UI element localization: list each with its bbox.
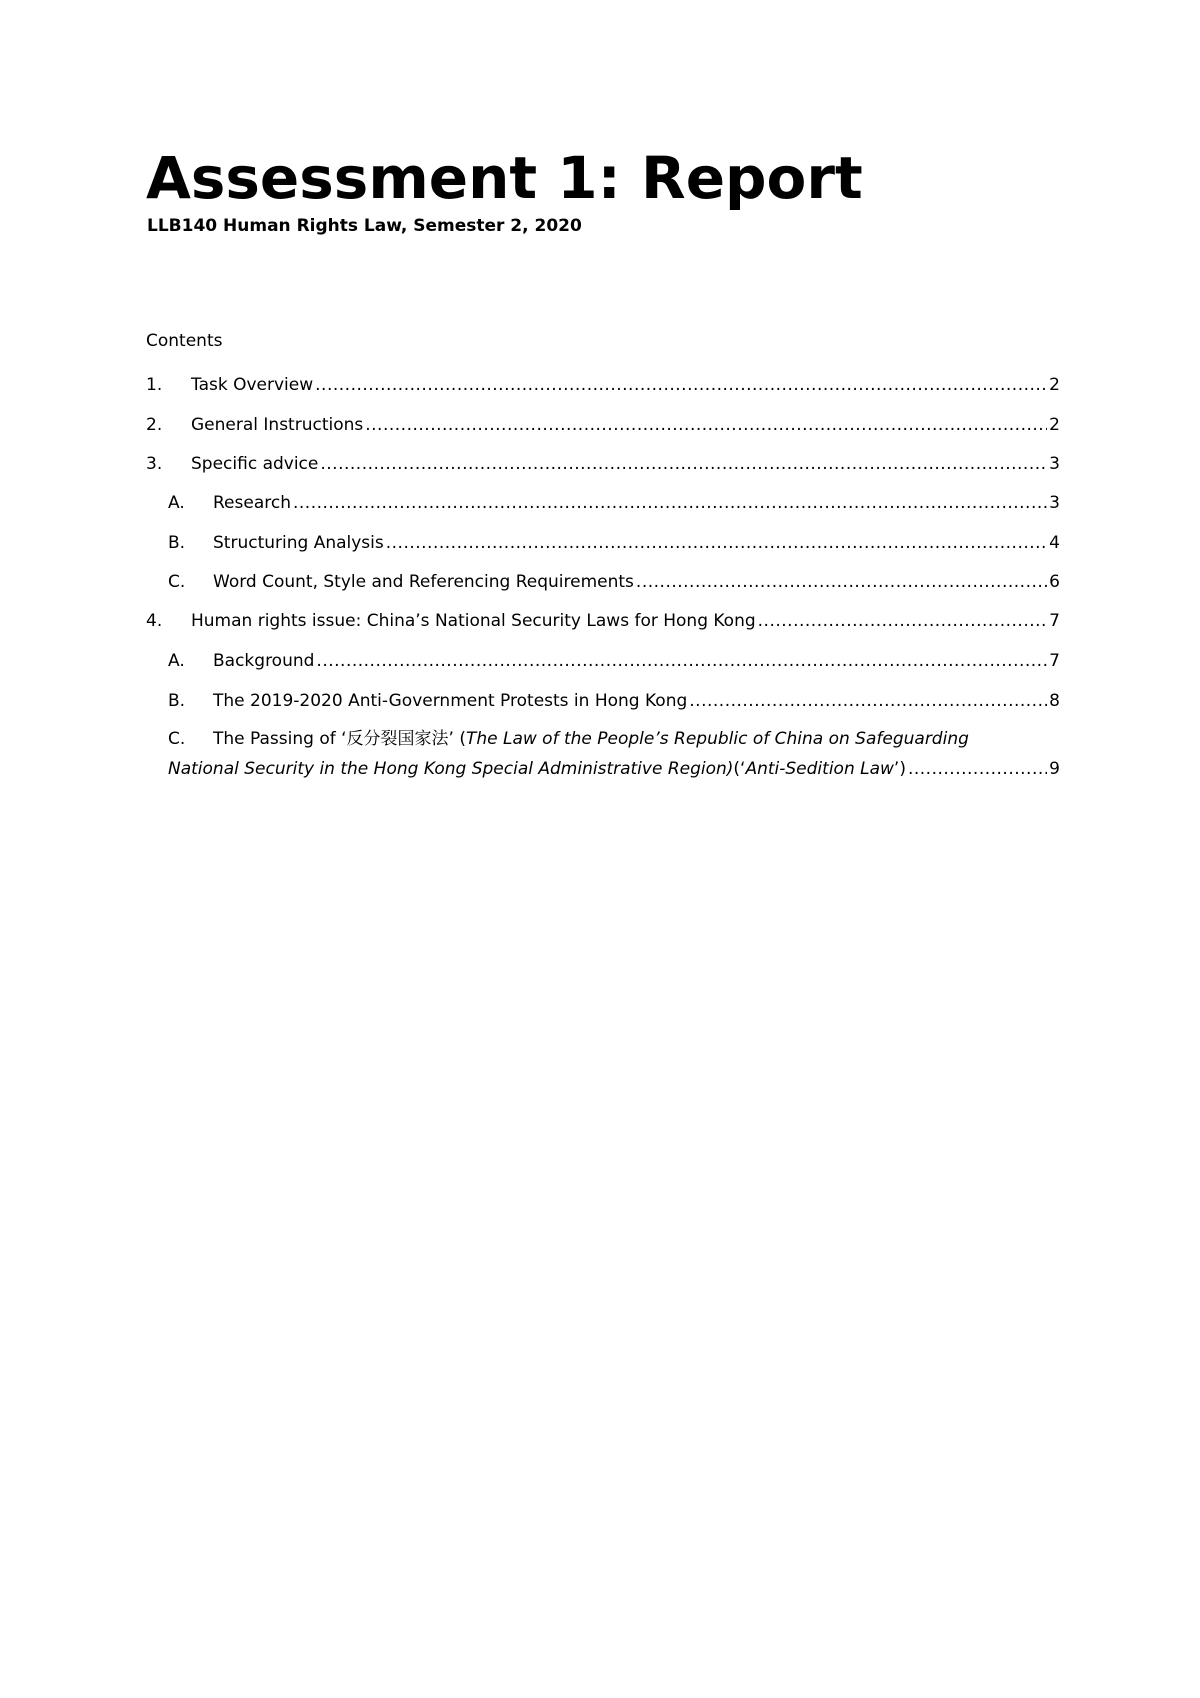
toc-entry-label: Task Overview [191,375,314,395]
toc-leader-dots [315,373,1047,397]
toc-leader-dots [758,609,1048,633]
toc-entry-general-instructions[interactable] [146,413,1060,437]
toc-entry-number: C. [168,729,186,749]
toc-entry-task-overview[interactable] [146,373,1060,397]
toc-entry-page: 3 [1049,454,1060,474]
toc-entry-number: A. [168,493,185,513]
toc-entry-page: 7 [1049,651,1060,671]
toc-entry-specific-advice[interactable] [146,452,1060,476]
toc-leader-dots [320,452,1047,476]
toc-entry-research[interactable] [168,491,1060,515]
toc-leader-dots [293,491,1047,515]
toc-entry-number: 3. [146,454,163,474]
toc-entry-number: B. [168,533,186,553]
toc-entry-anti-sedition-law[interactable] [168,724,1060,784]
toc-leader-dots [908,754,1047,784]
toc-entry-page: 6 [1049,572,1060,592]
toc-entry-human-rights-issue[interactable] [146,609,1060,633]
toc-leader-dots [636,570,1047,594]
toc-entry-protests[interactable] [168,689,1060,713]
toc-entry-page: 2 [1049,375,1060,395]
toc-entry-number: 1. [146,375,163,395]
toc-entry-number: B. [168,691,186,711]
toc-entry-label-mid: (‘ [733,759,746,779]
toc-entry-label: Word Count, Style and Referencing Requirements [213,572,634,592]
contents-heading: Contents [146,331,223,351]
toc-leader-dots [365,413,1047,437]
toc-entry-number: 4. [146,611,163,631]
toc-entry-label-italic-3: Anti-Sedition Law [745,759,894,779]
toc-entry-page: 7 [1049,611,1060,631]
toc-entry-line-2 [168,754,1060,784]
toc-entry-line-1 [168,724,1060,754]
toc-entry-number: 2. [146,415,163,435]
toc-entry-label-start: The Passing of ‘反分裂国家法’ ( [213,729,466,749]
toc-leader-dots [386,531,1047,555]
toc-entry-label: Structuring Analysis [213,533,384,553]
toc-entry-label-italic-2: National Security in the Hong Kong Special Administrative Region) [168,759,734,779]
toc-entry-page: 4 [1049,533,1060,553]
toc-entry-label-italic-1: The Law of the People’s Republic of China on Safeguarding [465,729,969,749]
toc-entry-number: C. [168,572,186,592]
toc-entry-label: Background [213,651,315,671]
toc-leader-dots [689,689,1047,713]
toc-entry-label: Research [213,493,291,513]
document-title: Assessment 1: Report [146,144,863,212]
toc-entry-page: 8 [1049,691,1060,711]
toc-entry-label: General Instructions [191,415,364,435]
toc-entry-word-count[interactable] [168,570,1060,594]
toc-entry-label: Specific advice [191,454,319,474]
toc-entry-background[interactable] [168,649,1060,673]
toc-leader-dots [316,649,1047,673]
document-subtitle: LLB140 Human Rights Law, Semester 2, 2020 [147,216,582,236]
toc-entry-page: 2 [1049,415,1060,435]
toc-entry-label: Human rights issue: China’s National Security Laws for Hong Kong [191,611,756,631]
toc-entry-label-end: ’) [893,759,906,779]
toc-entry-page: 3 [1049,493,1060,513]
toc-entry-page: 9 [1049,759,1060,779]
toc-entry-structuring-analysis[interactable] [168,531,1060,555]
toc-entry-number: A. [168,651,185,671]
toc-entry-label: The 2019-2020 Anti-Government Protests in Hong Kong [213,691,688,711]
